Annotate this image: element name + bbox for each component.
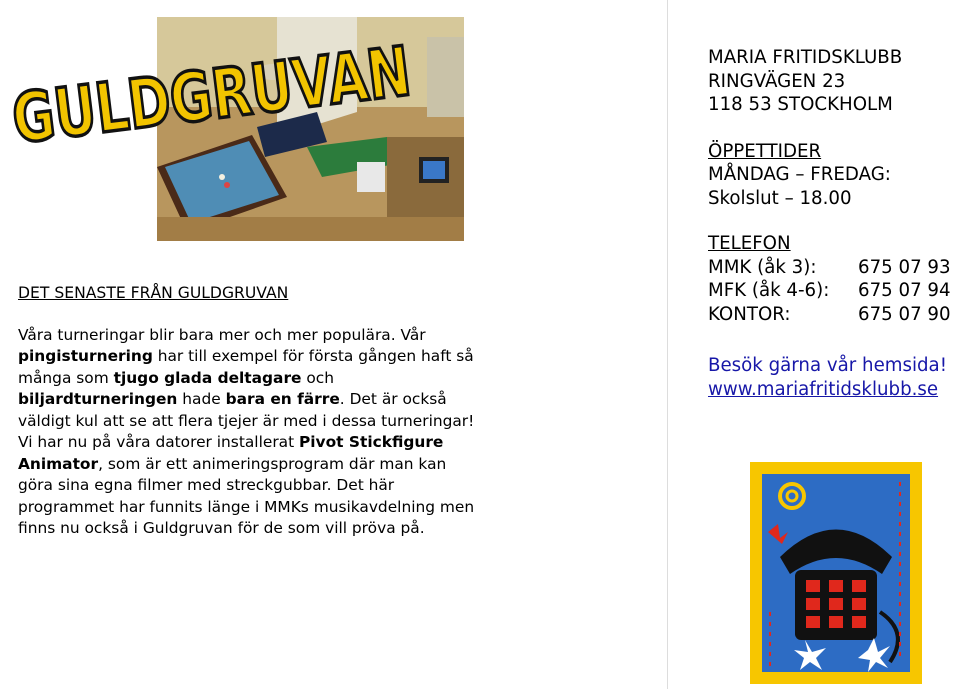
address-block (708, 46, 968, 117)
text-run: , som är ett animeringsprogram där man kan göra sina egna filmer med streckgubbar. Det här programmet har funnits länge i MMKs musikavdelning men finns nu också i Guldgruvan för de som vill pröva på. (18, 454, 475, 537)
address-line: MARIA FRITIDSKLUBB (708, 47, 903, 68)
phone-number: 675 07 93 (858, 256, 951, 278)
address-line: 118 53 STOCKHOLM (708, 94, 893, 115)
text-run: hade (177, 390, 226, 408)
phone-row (708, 279, 968, 303)
text-run: Våra turneringar blir bara mer och mer populära. Vår (18, 325, 426, 344)
phone-label: MMK (åk 3): (708, 256, 817, 278)
guldgruvan-logo (0, 16, 546, 160)
bold-text-run: bara en färre (225, 390, 340, 408)
opening-hours (708, 140, 968, 211)
opening-hours-days: MÅNDAG – FREDAG: (708, 164, 891, 185)
phone-row (708, 256, 968, 280)
address-line: RINGVÄGEN 23 (708, 70, 846, 92)
phone-label: MFK (åk 4-6): (708, 280, 830, 301)
visit-website-text: Besök gärna vår hemsida! (708, 355, 947, 376)
phone-title: TELEFON (708, 233, 791, 254)
phone-number: 675 07 90 (858, 303, 951, 325)
news-paragraph-1 (18, 325, 486, 433)
opening-hours-title: ÖPPETTIDER (708, 140, 822, 162)
phone-row (708, 303, 968, 327)
opening-hours-times: Skolslut – 18.00 (708, 187, 852, 209)
text-run: . Det är också väldigt kul att se att flera tjejer är med i dessa turneringar! (18, 390, 475, 430)
bold-text-run: Pivot Stickfigure Animator (18, 433, 444, 473)
bold-text-run: biljardturneringen (18, 390, 178, 408)
text-run: Vi har nu på våra datorer installerat (18, 433, 299, 451)
logo-text: GULDGRUVAN (8, 16, 546, 160)
text-run: och (301, 368, 335, 387)
telephone-clipart (750, 462, 922, 684)
bold-text-run: tjugo glada deltagare (113, 368, 302, 387)
telephone-icon (750, 462, 922, 684)
text-run: har till exempel för första gången haft så många som (18, 347, 474, 387)
website-link[interactable]: www.mariafritidsklubb.se (708, 378, 939, 400)
column-divider (667, 0, 668, 689)
news-heading: DET SENASTE FRÅN GULDGRUVAN (18, 284, 289, 302)
news-section (18, 283, 486, 540)
phone-block (708, 232, 968, 326)
phone-label: KONTOR: (708, 303, 791, 325)
bold-text-run: pingisturnering (18, 347, 153, 365)
news-paragraph-2 (18, 432, 486, 540)
phone-number: 675 07 94 (858, 280, 951, 301)
contact-section (708, 46, 968, 401)
